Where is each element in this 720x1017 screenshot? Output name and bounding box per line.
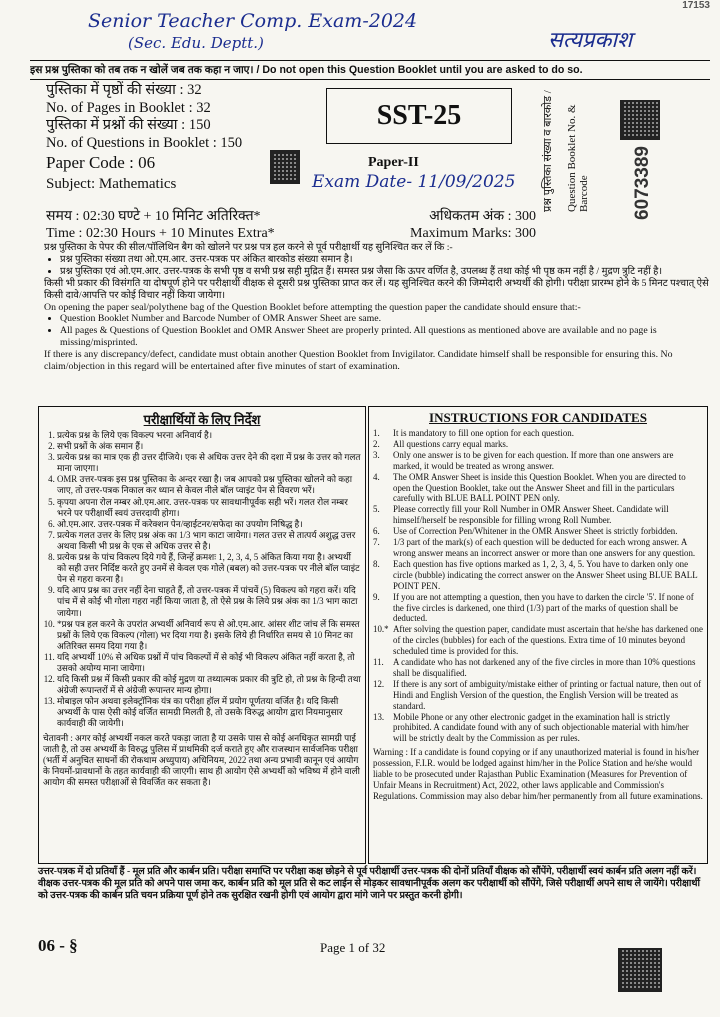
instruction-text: 1/3 part of the mark(s) of each question will be deducted for each wrong answer. A wrong answer means an incorrect answer or more than one answers for any question. <box>393 537 696 558</box>
english-instruction-item <box>373 428 703 439</box>
pages-hindi: पुस्तिका में पृष्ठों की संख्या : 32 <box>46 82 202 98</box>
handwritten-exam-name: Senior Teacher Comp. Exam-2024 <box>88 10 418 32</box>
instruction-number: 9. <box>373 591 380 602</box>
marks-english: Maximum Marks: 300 <box>410 226 536 241</box>
hindi-instruction-item: 8. प्रत्येक प्रश्न के पांच विकल्प दिये गये हैं, जिन्हें क्रमशः 1, 2, 3, 4, 5 अंकित किया गया है। अभ्यर्थी को सही उत्तर निर्दिष्ट करते हुए उनमें से केवल एक गोले (बबल) को उत्तर-पत्रक पर नीले बॉल प्वाइंट पेन से गहरा करना है। <box>57 552 361 585</box>
english-instruction-item <box>373 679 703 712</box>
time-english: Time : 02:30 Hours + 10 Minutes Extra* <box>46 226 275 241</box>
english-warning: Warning : If a candidate is found copying or if any unauthorized material is found in his/her possession, F.I.R. would be lodged against him/her in the Police Station and he/she would liable to be prosecuted under Rajasthan Public Examination (Measures for Prevention of Unfair Means in Recruitment) Act, 2022, other laws applicable and Commission's Regulations. Commission may also debar him/her permanently from all future examinations. <box>373 747 703 801</box>
english-instructions-list <box>369 428 707 744</box>
instruction-text: Please correctly fill your Roll Number in OMR Answer Sheet. Candidate will himself/herself be responsible for filling wrong Roll Number. <box>393 504 669 526</box>
instruction-text: Use of Correction Pen/Whitener in the OMR Answer Sheet is strictly forbidden. <box>393 526 678 537</box>
hindi-instruction-item: 10. *प्रश्न पत्र हल करने के उपरांत अभ्यर्थी अनिवार्य रूप से ओ.एम.आर. आंसर शीट जांच लें कि समस्त प्रश्नों के लिये एक विकल्प (गोला) भर दिया गया है। इसके लिये ही निर्धारित समय से 10 मिनट का अतिरिक्त समय दिया गया है। <box>57 619 361 652</box>
paper-code: Paper Code : 06 <box>46 153 156 172</box>
opening-intro-hindi: प्रश्न पुस्तिका के पेपर की सील/पॉलिथिन बैग को खोलने पर प्रश्न पत्र हल करने से पूर्व परीक्षार्थी यह सुनिश्चित कर लें कि :- <box>44 242 453 253</box>
booklet-number: 6073389 <box>632 146 653 220</box>
small-qr-code <box>270 150 300 184</box>
hindi-instruction-item: 5. कृपया अपना रोल नम्बर ओ.एम.आर. उत्तर-पत्रक पर सावधानीपूर्वक सही भरें। गलत रोल नम्बर भरने पर परीक्षार्थी स्वयं उत्तरदायी होगा। <box>57 497 361 519</box>
english-instruction-item <box>373 504 703 526</box>
hindi-instruction-item: 4. OMR उत्तर-पत्रक इस प्रश्न पुस्तिका के अन्दर रखा है। जब आपको प्रश्न पुस्तिका खोलने को कहा जाए, तो उत्तर-पत्रक निकाल कर ध्यान से केवल नीले बॉल प्वाइंट पेन से विवरण भरें। <box>57 474 361 496</box>
handwritten-exam-date: Exam Date- 11/09/2025 <box>312 172 516 192</box>
opening-bullet-hindi-2: • प्रश्न पुस्तिका एवं ओ.एम.आर. उत्तर-पत्रक के सभी पृष्ठ व सभी प्रश्न सही मुद्रित हैं। समस्त प्रश्न जैसा कि ऊपर वर्णित है, उपलब्ध हैं तथा कोई भी पृष्ठ कम नहीं है / मुद्रण त्रुटि नहीं है। <box>60 266 710 278</box>
hindi-instruction-item: 7. प्रत्येक गलत उत्तर के लिए प्रश्न अंक का 1/3 भाग काटा जायेगा। गलत उत्तर से तात्पर्य अशुद्ध उत्तर अथवा किसी भी प्रश्न के एक से अधिक उत्तर से है। <box>57 530 361 552</box>
english-instructions-panel <box>368 406 708 864</box>
english-instruction-item <box>373 472 703 505</box>
hindi-instruction-item: 11. यदि अभ्यर्थी 10% से अधिक प्रश्नों में पांच विकल्पों में से कोई भी विकल्प अंकित नहीं करता है, तो उसको अयोग्य माना जायेगा। <box>57 652 361 674</box>
page-number: Page 1 of 32 <box>320 940 386 955</box>
do-not-open-banner: इस प्रश्न पुस्तिका को तब तक न खोलें जब तक कहा न जाए। / Do not open this Question Booklet until you are asked to do so. <box>30 60 710 80</box>
hindi-instruction-item: 1. प्रत्येक प्रश्न के लिये एक विकल्प भरना अनिवार्य है। <box>57 430 361 441</box>
instruction-text: Only one answer is to be given for each question. If more than one answers are marked, it would be treated as wrong answer. <box>393 449 674 471</box>
booklet-info <box>46 82 242 194</box>
instruction-number: 2. <box>373 438 380 449</box>
english-instruction-item <box>373 526 703 537</box>
english-instruction-item <box>373 712 703 745</box>
instruction-text: The OMR Answer Sheet is inside this Question Booklet. When you are directed to open the Question Booklet, take out the Answer Sheet and fill in the particulars carefully with BLUE BALL POINT PEN only. <box>393 471 686 504</box>
instruction-text: It is mandatory to fill one option for each question. <box>393 428 574 438</box>
hindi-instruction-item: 2. सभी प्रश्नों के अंक समान हैं। <box>57 441 361 452</box>
footer-qr-code <box>618 948 662 992</box>
english-instruction-item <box>373 624 703 657</box>
hindi-instructions-list <box>39 430 365 730</box>
hindi-instruction-item: 9. यदि आप प्रश्न का उत्तर नहीं देना चाहते हैं, तो उत्तर-पत्रक में पांचवें (5) विकल्प को गहरा करें। यदि पांच में से कोई भी गोला गहरा नहीं किया जाता है, तो ऐसे प्रश्न के लिये प्रश्न अंक का 1/3 भाग काटा जायेगा। <box>57 585 361 618</box>
instruction-text: Mobile Phone or any other electronic gadget in the examination hall is strictly prohibited. A candidate found with any of such objectionable material with him/her will be strictly dealt by the Commission as per rules. <box>393 711 689 744</box>
marks-hindi: अधिकतम अंक : 300 <box>429 209 536 224</box>
paper-number: Paper-II <box>368 155 419 170</box>
time-marks <box>46 208 536 242</box>
instruction-text: If you are not attempting a question, then you have to darken the circle '5'. If none of the five circles is darkened, one third (1/3) part of the marks of question shall be deducted. <box>393 591 694 624</box>
pages-english: No. of Pages in Booklet : 32 <box>46 99 211 116</box>
instruction-number: 7. <box>373 537 380 548</box>
instruction-text: All questions carry equal marks. <box>393 438 509 449</box>
instruction-number: 5. <box>373 504 380 515</box>
instruction-number: 8. <box>373 558 380 569</box>
english-instructions-title: INSTRUCTIONS FOR CANDIDATES <box>429 410 647 425</box>
hindi-instruction-item: 6. ओ.एम.आर. उत्तर-पत्रक में करेक्शन पेन/व्हाईटनर/सफेदा का उपयोग निषिद्ध है। <box>57 519 361 530</box>
hindi-instruction-item: 12. यदि किसी प्रश्न में किसी प्रकार की कोई मुद्रण या तथ्यात्मक प्रकार की त्रुटि हो, तो प्रश्न के हिन्दी तथा अंग्रेजी रूपान्तरों में से अंग्रेजी रूपान्तर मान्य होगा। <box>57 674 361 696</box>
instruction-text: If there is any sort of ambiguity/mistake either of printing or factual nature, then out of Hindi and English Version of the question, the English Version will be treated as standard. <box>393 678 702 711</box>
english-instruction-item <box>373 592 703 625</box>
booklet-no-label-english: Question Booklet No. & Barcode <box>566 104 590 212</box>
code-box: SST-25 <box>326 88 512 144</box>
booklet-no-label-hindi: प्रश्न पुस्तिका संख्या व बारकोड / <box>542 90 554 212</box>
instruction-number: 3. <box>373 449 380 460</box>
instruction-number: 11. <box>373 657 384 668</box>
instruction-number: 13. <box>373 711 385 722</box>
instruction-number: 10.* <box>373 624 389 635</box>
instruction-number: 4. <box>373 471 380 482</box>
instruction-number: 1. <box>373 428 380 438</box>
instruction-number: 12. <box>373 678 385 689</box>
booklet-qr-code <box>620 100 660 140</box>
english-instruction-item <box>373 450 703 472</box>
serial-number: 17153 <box>682 0 710 11</box>
footer-paper-code: 06 - § <box>38 936 78 955</box>
hindi-warning: चेतावनी : अगर कोई अभ्यर्थी नकल करते पकड़ा जाता है या उसके पास से कोई अनधिकृत सामग्री पाई जाती है, तो उस अभ्यर्थी के विरुद्ध पुलिस में प्राथमिकी दर्ज कराते हुए और राजस्थान सार्वजनिक परीक्षा (भर्ती में अनुचित साधनों की रोकथाम अध्युपाय) अधिनियम, 2022 तथा अन्य प्रभावी कानून एवं आयोग के नियमों-प्रावधानों के तहत कार्यवाही की जाएगी। साथ ही आयोग ऐसे अभ्यर्थी को भविष्य में होने वाली आयोग की समस्त परीक्षाओं से विवर्जित कर सकता है। <box>43 732 360 787</box>
subject: Subject: Mathematics <box>46 176 177 192</box>
english-instruction-item <box>373 537 703 559</box>
opening-bullet-english-1: • Question Booklet Number and Barcode Number of OMR Answer Sheet are same. <box>60 313 710 325</box>
instruction-text: After solving the question paper, candidate must ascertain that he/she has darkened one of the circles (bubbles) for each of the questions. Extra time of 10 minutes beyond scheduled time is provided for this. <box>393 624 703 657</box>
instruction-text: Each question has five options marked as 1, 2, 3, 4, 5. You have to darken only one circle (bubble) indicating the correct answer on the Answer Sheet using BLUE BALL POINT PEN. <box>393 558 698 591</box>
hindi-instructions-panel <box>38 406 366 864</box>
instruction-text: A candidate who has not darkened any of the five circles in more than 10% questions shall be disqualified. <box>393 657 696 678</box>
handwritten-signature: सत्यप्रकाश <box>548 28 633 53</box>
opening-bullet-hindi-1: • प्रश्न पुस्तिका संख्या तथा ओ.एम.आर. उत्तर-पत्रक पर अंकित बारकोड संख्या समान है। <box>60 254 710 266</box>
answer-sheet-note: उत्तर-पत्रक में दो प्रतियाँ हैं - मूल प्रति और कार्बन प्रति। परीक्षा समाप्ति पर परीक्षा कक्ष छोड़ने से पूर्व परीक्षार्थी उत्तर-पत्रक की दोनों प्रतियाँ वीक्षक को सौंपेंगे, परीक्षार्थी स्वयं कार्बन प्रति अलग नहीं करें। वीक्षक उत्तर-पत्रक की मूल प्रति को अपने पास जमा कर, कार्बन प्रति को मूल प्रति से कट लाईन से मोड़कर सावधानीपूर्वक अलग कर परीक्षार्थी को सौंपेंगे, जिसे परीक्षार्थी अपने साथ ले जायेंगे। परीक्षार्थी को उत्तर-पत्रक की कार्बन प्रति चयन प्रक्रिया पूर्ण होने तक सुरक्षित रखनी होगी एवं आयोग द्वारा मांगे जाने पर प्रस्तुत करनी होगी। <box>38 866 701 901</box>
hindi-instructions-title: परीक्षार्थियों के लिए निर्देश <box>143 412 261 427</box>
opening-bullet-english-2: • All pages & Questions of Question Booklet and OMR Answer Sheet are properly printed. All questions as mentioned above are available and no page is missing/misprinted. <box>60 325 710 349</box>
handwritten-department: (Sec. Edu. Deptt.) <box>128 34 264 52</box>
questions-english: No. of Questions in Booklet : 150 <box>46 134 243 151</box>
hindi-instruction-item: 13. मोबाइल फोन अथवा इलेक्ट्रॉनिक यंत्र का परीक्षा हॉल में प्रयोग पूर्णतया वर्जित है। यदि किसी अभ्यर्थी के पास ऐसी कोई वर्जित सामग्री मिलती है, तो उसके विरुद्ध आयोग द्वारा नियमानुसार कार्यवाही की जायेगी। <box>57 696 361 729</box>
time-hindi: समय : 02:30 घण्टे + 10 मिनिट अतिरिक्त* <box>46 209 261 224</box>
opening-instructions <box>44 242 710 373</box>
opening-note-hindi: किसी भी प्रकार की विसंगति या दोषपूर्ण होने पर परीक्षार्थी वीक्षक से दूसरी प्रश्न पुस्तिका प्राप्त कर लें। यह सुनिश्चित करने की जिम्मेदारी अभ्यर्थी की होगी। परीक्षा प्रारम्भ होने के 5 मिनट पश्चात् ऐसे किसी दावे/आपत्ति पर कोई विचार नहीं किया जायेगा। <box>44 277 709 301</box>
questions-hindi: पुस्तिका में प्रश्नों की संख्या : 150 <box>46 117 211 133</box>
opening-intro-english: On opening the paper seal/polythene bag of the Question Booklet before attempting the question paper the candidate should ensure that:- <box>44 301 581 313</box>
instruction-number: 6. <box>373 526 380 537</box>
hindi-instruction-item: 3. प्रत्येक प्रश्न का मात्र एक ही उत्तर दीजिये। एक से अधिक उत्तर देने की दशा में प्रश्न के उत्तर को गलत माना जाएगा। <box>57 452 361 474</box>
english-instruction-item <box>373 439 703 450</box>
english-instruction-item <box>373 657 703 679</box>
english-instruction-item <box>373 559 703 592</box>
opening-note-english: If there is any discrepancy/defect, candidate must obtain another Question Booklet from Invigilator. Candidate himself shall be responsible for ensuring this. No claim/objection in this regard will be entertained after five minutes of start of examination. <box>44 349 673 373</box>
